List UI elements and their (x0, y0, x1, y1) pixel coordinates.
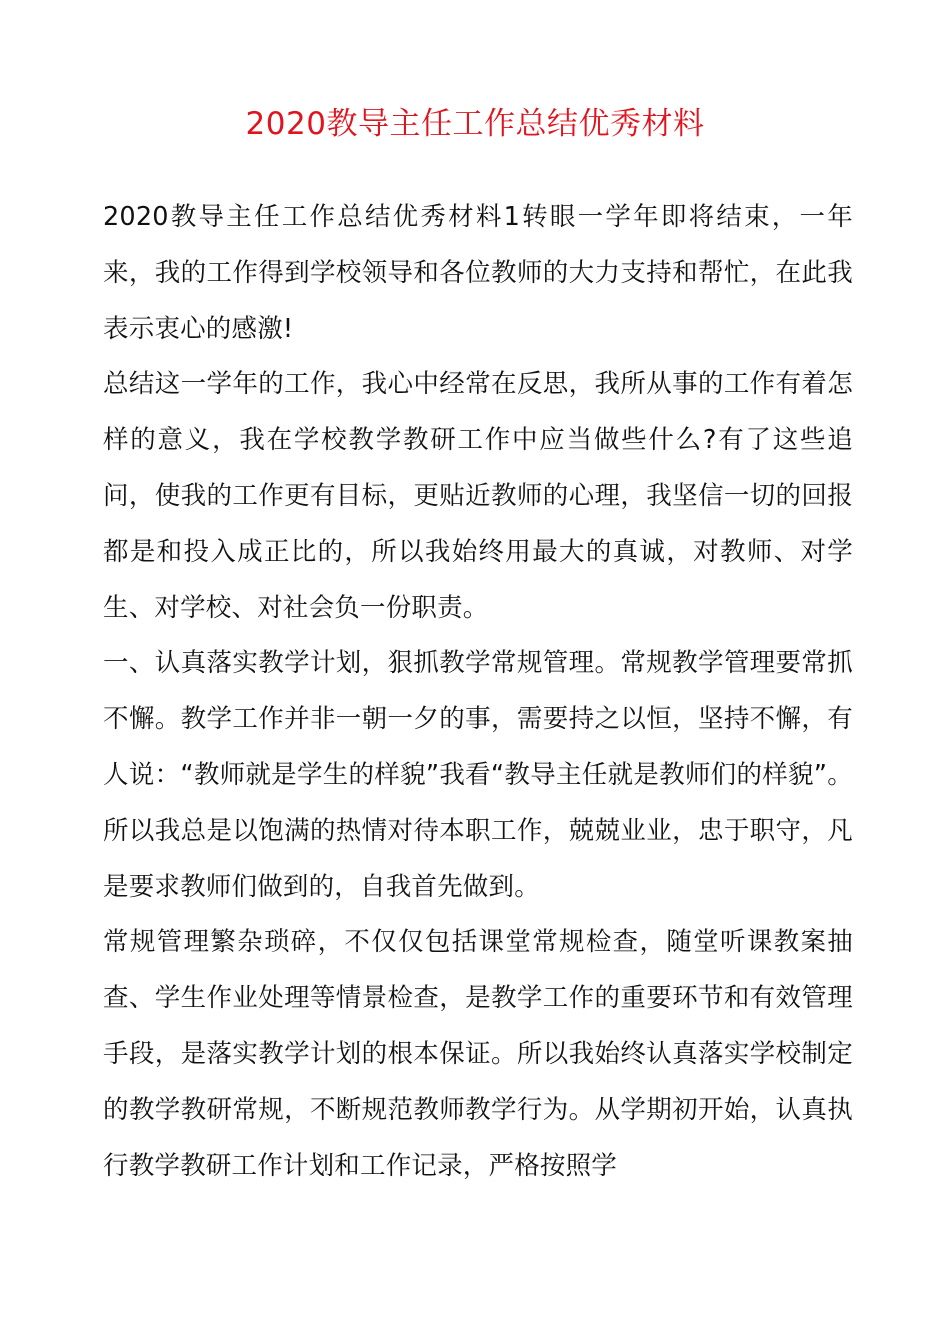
paragraph-reflection: 总结这一学年的工作，我心中经常在反思，我所从事的工作有着怎样的意义，我在学校教学教研工作中应当做些什么?有了这些追问，使我的工作更有目标，更贴近教师的心理，我坚信一切的回报都是和投入成正比的，所以我始终用最大的真诚，对教师、对学生、对学校、对社会负一份职责。 (103, 369, 853, 623)
paragraph-section-one: 一、认真落实教学计划，狠抓教学常规管理。常规教学管理要常抓不懈。教学工作并非一朝一夕的事，需要持之以恒，坚持不懈，有人说：“教师就是学生的样貌”我看“教导主任就是教师们的样貌”。所以我总是以饱满的热情对待本职工作，兢兢业业，忠于职守，凡是要求教师们做到的，自我首先做到。 (103, 648, 853, 902)
document-body (103, 190, 853, 1194)
paragraph-intro: 2020教导主任工作总结优秀材料1转眼一学年即将结束，一年来，我的工作得到学校领导和各位教师的大力支持和帮忙，在此我表示衷心的感激! (103, 202, 853, 344)
paragraph-routine-management: 常规管理繁杂琐碎，不仅仅包括课堂常规检查，随堂听课教案抽查、学生作业处理等情景检查，是教学工作的重要环节和有效管理手段，是落实教学计划的根本保证。所以我始终认真落实学校制定的教学教研常规，不断规范教师教学行为。从学期初开始，认真执行教学教研工作计划和工作记录，严格按照学 (103, 927, 853, 1181)
document-title: 2020教导主任工作总结优秀材料 (245, 106, 705, 142)
